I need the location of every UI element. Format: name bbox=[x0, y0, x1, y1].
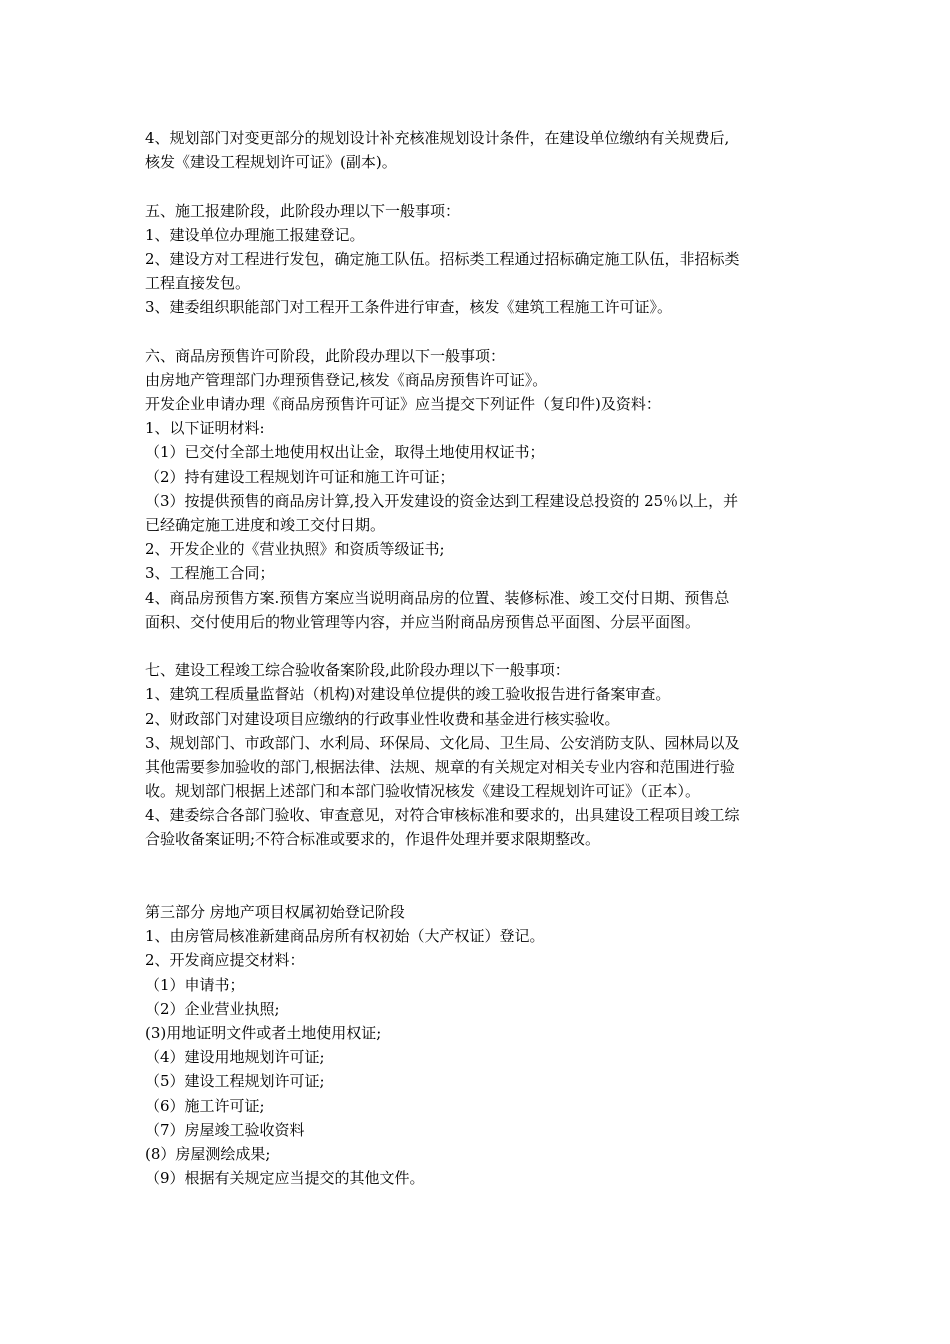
paragraph-line: 开发企业申请办理《商品房预售许可证》应当提交下列证件（复印件)及资料： bbox=[145, 395, 661, 414]
paragraph-line: 收。规划部门根据上述部门和本部门验收情况核发《建设工程规划许可证》（正本）。 bbox=[145, 782, 701, 801]
paragraph-line: 1、建设单位办理施工报建登记。 bbox=[145, 225, 365, 244]
paragraph-line: 1、建筑工程质量监督站（机构)对建设单位提供的竣工验收报告进行备案审查。 bbox=[145, 685, 671, 704]
list-item: （1）申请书； bbox=[145, 975, 245, 994]
section-heading: 六、商品房预售许可阶段，此阶段办理以下一般事项： bbox=[145, 346, 506, 365]
paragraph-line: 已经确定施工进度和竣工交付日期。 bbox=[145, 516, 386, 534]
section-5 bbox=[145, 199, 815, 320]
list-item: （6）施工许可证; bbox=[145, 1096, 265, 1115]
paragraph-line: 2、建设方对工程进行发包，确定施工队伍。招标类工程通过招标确定施工队伍，非招标类 bbox=[145, 249, 740, 268]
paragraph-line: （3）按提供预售的商品房计算,投入开发建设的资金达到工程建设总投资的 25％以上，并 bbox=[145, 491, 739, 510]
section-heading: 五、施工报建阶段，此阶段办理以下一般事项： bbox=[145, 201, 461, 220]
paragraph-line: 由房地产管理部门办理预售登记,核发《商品房预售许可证》。 bbox=[145, 370, 548, 389]
paragraph-gap bbox=[145, 174, 815, 198]
list-item: （2）企业营业执照; bbox=[145, 999, 280, 1018]
list-item: (3)用地证明文件或者土地使用权证; bbox=[145, 1023, 382, 1042]
section-6 bbox=[145, 344, 815, 634]
list-item: (8）房屋测绘成果; bbox=[145, 1144, 271, 1163]
paragraph-line: 1、以下证明材料: bbox=[145, 419, 265, 438]
paragraph-line: 4、规划部门对变更部分的规划设计补充核准规划设计条件，在建设单位缴纳有关规费后, bbox=[145, 129, 730, 147]
section-4-continuation bbox=[145, 126, 815, 174]
paragraph-gap bbox=[145, 634, 815, 658]
list-item: （4）建设用地规划许可证; bbox=[145, 1048, 325, 1067]
paragraph-line: 其他需要参加验收的部门,根据法律、法规、规章的有关规定对相关专业内容和范围进行验 bbox=[145, 757, 735, 776]
paragraph-line: 2、开发商应提交材料： bbox=[145, 951, 305, 970]
paragraph-line: 1、由房管局核准新建商品房所有权初始（大产权证）登记。 bbox=[145, 927, 545, 946]
paragraph-gap bbox=[145, 852, 815, 900]
list-item: （7）房屋竣工验收资料 bbox=[145, 1120, 305, 1139]
list-item: （9）根据有关规定应当提交的其他文件。 bbox=[145, 1169, 425, 1188]
section-7 bbox=[145, 658, 815, 852]
paragraph-line: 工程直接发包。 bbox=[145, 274, 251, 293]
paragraph-line: 3、规划部门、市政部门、水利局、环保局、文化局、卫生局、公安消防支队、园林局以及 bbox=[145, 733, 740, 752]
part-heading: 第三部分 房地产项目权属初始登记阶段 bbox=[145, 903, 405, 922]
paragraph-line: 核发《建设工程规划许可证》(副本)。 bbox=[145, 153, 397, 172]
paragraph-line: 4、建委综合各部门验收、审查意见，对符合审核标准和要求的，出具建设工程项目竣工综 bbox=[145, 806, 740, 825]
paragraph-line: 4、商品房预售方案.预售方案应当说明商品房的位置、装修标准、竣工交付日期、预售总 bbox=[145, 588, 730, 607]
document-body bbox=[145, 126, 815, 1190]
paragraph-line: （2）持有建设工程规划许可证和施工许可证； bbox=[145, 467, 455, 486]
list-item: （5）建设工程规划许可证; bbox=[145, 1072, 325, 1091]
paragraph-line: 合验收备案证明;不符合标准或要求的，作退件处理并要求限期整改。 bbox=[145, 830, 601, 849]
section-heading: 七、建设工程竣工综合验收备案阶段,此阶段办理以下一般事项： bbox=[145, 661, 570, 680]
paragraph-line: 3、建委组织职能部门对工程开工条件进行审查，核发《建筑工程施工许可证》。 bbox=[145, 298, 673, 317]
paragraph-line: （1）已交付全部土地使用权出让金，取得土地使用权证书； bbox=[145, 443, 545, 462]
paragraph-line: 2、开发企业的《营业执照》和资质等级证书; bbox=[145, 540, 445, 559]
part-3 bbox=[145, 900, 815, 1190]
paragraph-line: 3、工程施工合同； bbox=[145, 564, 275, 583]
paragraph-line: 面积、交付使用后的物业管理等内容，并应当附商品房预售总平面图、分层平面图。 bbox=[145, 612, 701, 631]
paragraph-line: 2、财政部门对建设项目应缴纳的行政事业性收费和基金进行核实验收。 bbox=[145, 709, 620, 728]
paragraph-gap bbox=[145, 320, 815, 344]
